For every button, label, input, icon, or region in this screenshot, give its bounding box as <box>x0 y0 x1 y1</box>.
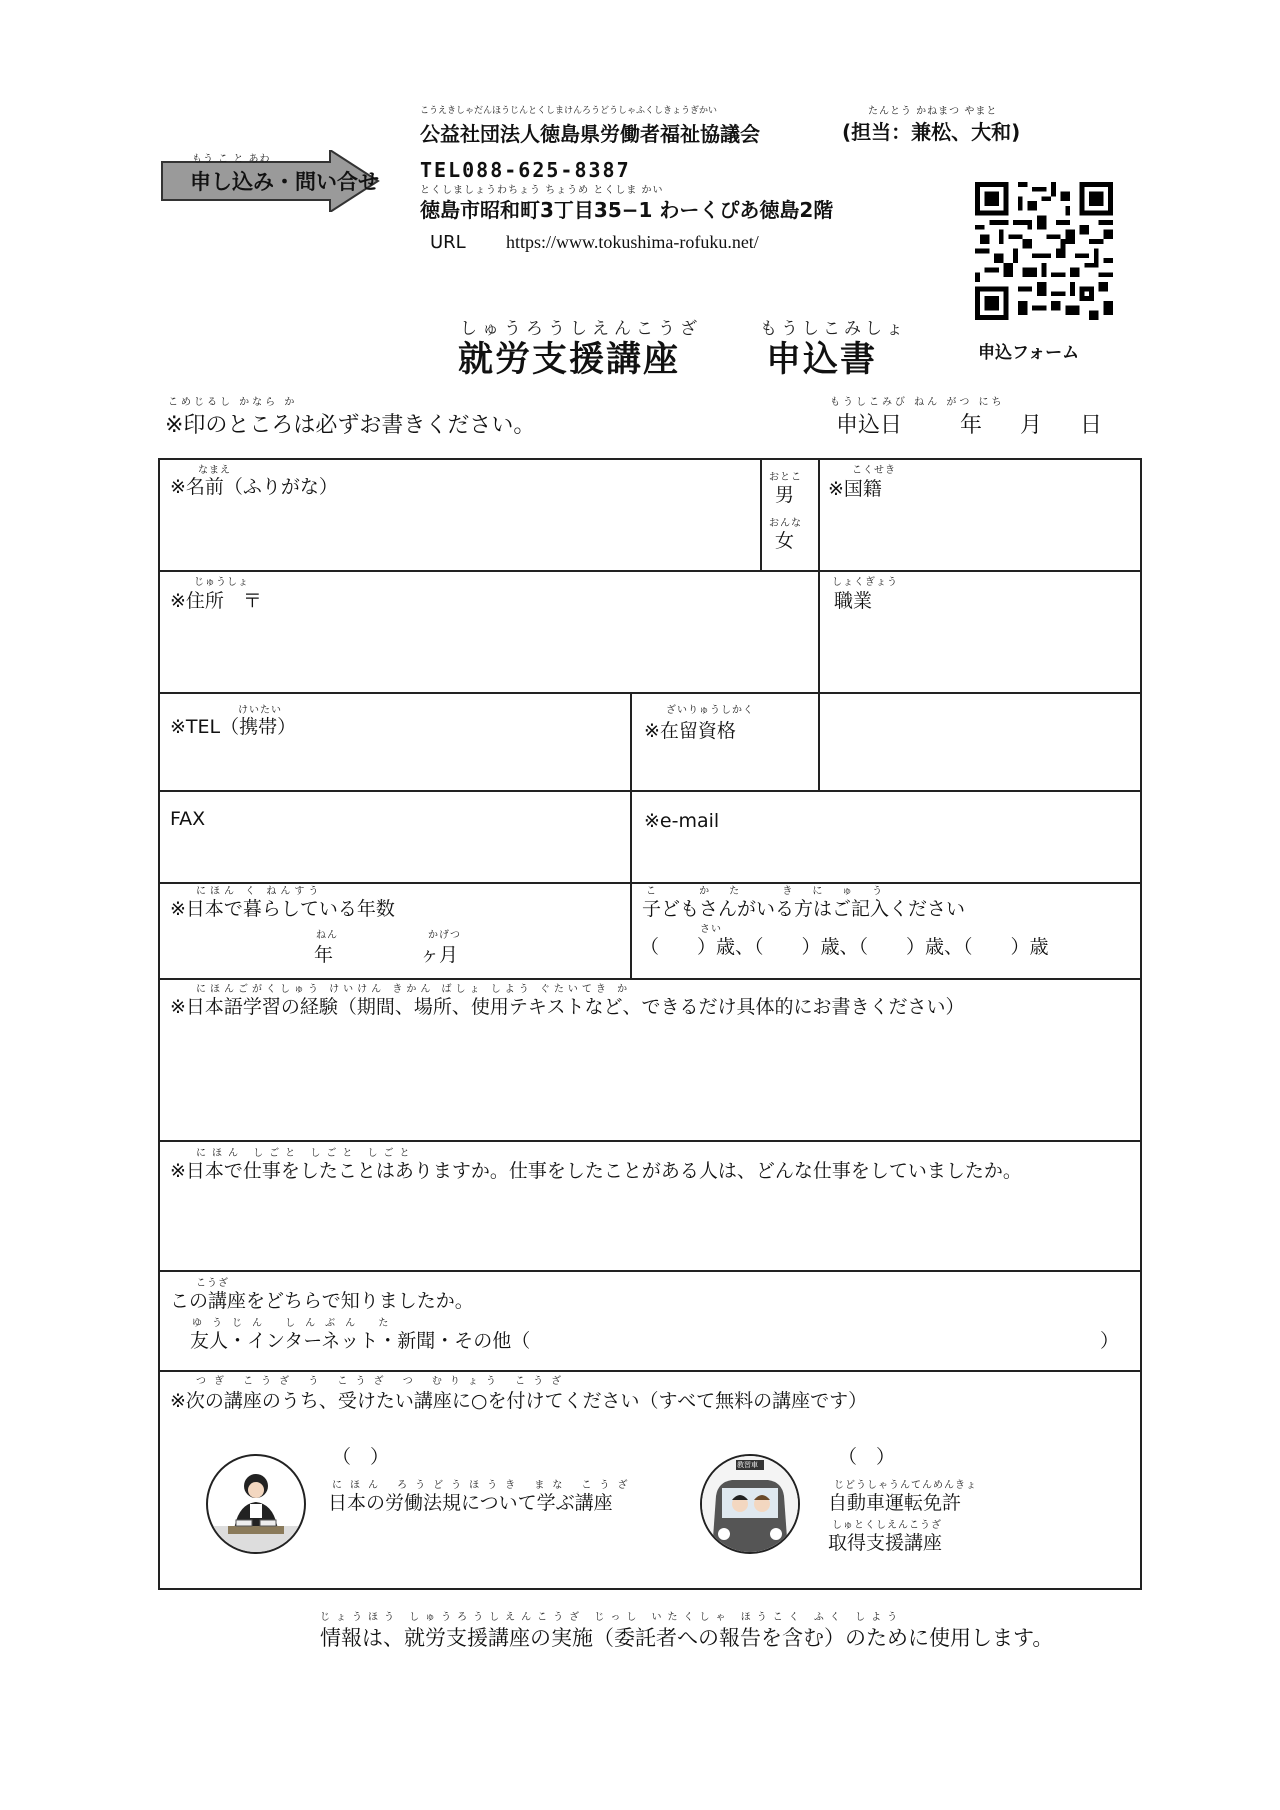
contact-person-ruby: たんとう かねまつ やまと <box>868 106 998 117</box>
apply-contact-ruby: もう こ と あわ <box>192 154 271 165</box>
divider <box>160 790 1140 792</box>
notice-ruby: こめじるし かなら か <box>168 397 298 408</box>
children-ages-field[interactable]: （ ）歳、（ ）歳、（ ）歳、（ ）歳 <box>640 936 1049 958</box>
car-sign: 教習車 <box>737 1461 758 1469</box>
gender-female-option[interactable]: 女 <box>775 530 795 552</box>
years-unit: 年 <box>314 944 334 966</box>
nationality-label: ※国籍 <box>828 478 882 500</box>
course2-ruby: じどうしゃうんてんめんきょ <box>834 1480 977 1491</box>
teacher-illustration-icon <box>206 1454 306 1554</box>
source-options-ruby: ゆうじん しんぶん た <box>192 1318 399 1329</box>
male-ruby: おとこ <box>769 472 802 483</box>
title-ruby-1: しゅうろうしえんこうざ <box>460 319 702 339</box>
work-ruby: にほん しごと しごと しごと <box>196 1148 416 1159</box>
source-close-paren: ） <box>1100 1330 1120 1352</box>
source-question-label: この講座をどちらで知りましたか。 <box>170 1290 474 1312</box>
course1-checkbox[interactable]: （ ） <box>332 1446 390 1468</box>
divider <box>160 1270 1140 1272</box>
tel-field[interactable] <box>170 740 620 782</box>
address-field-ruby: じゅうしょ <box>194 577 249 588</box>
application-date-label: 申込日 <box>836 413 903 438</box>
course-ruby: つぎ こうざ う こうざ つ むりょう こうざ <box>196 1376 570 1387</box>
application-year: 年 <box>960 413 983 438</box>
address-field[interactable] <box>170 614 800 684</box>
occupation-field[interactable] <box>828 614 1128 684</box>
divider <box>760 460 762 570</box>
footer-ruby: じょうほう しゅうろうしえんこうざ じっし いたくしゃ ほうこく ふく しよう <box>320 1612 904 1623</box>
title-ruby-2: もうしこみしょ <box>760 319 907 339</box>
female-ruby: おんな <box>769 518 802 529</box>
jp-study-field[interactable] <box>170 1022 1130 1132</box>
divider <box>160 570 1140 572</box>
org-name: 公益社団法人徳島県労働者福祉協議会 <box>420 122 760 146</box>
divider <box>160 1140 1140 1142</box>
name-ruby: なまえ <box>198 465 231 476</box>
required-notice: ※印のところは必ずお書きください。 <box>165 413 536 438</box>
page-title-2: 申込書 <box>766 340 878 380</box>
email-label: ※e-mail <box>644 810 720 832</box>
application-day: 日 <box>1080 413 1103 438</box>
divider <box>818 460 820 790</box>
occupation-ruby: しょくぎょう <box>832 577 898 588</box>
course1-label[interactable]: 日本の労働法規について学ぶ講座 <box>328 1492 613 1514</box>
months-unit-ruby: かげつ <box>428 930 461 941</box>
years-unit-ruby: ねん <box>316 930 338 941</box>
nationality-ruby: こくせき <box>852 465 896 476</box>
course-selection-label: ※次の講座のうち、受けたい講座に○を付けてください（すべて無料の講座です） <box>170 1390 868 1412</box>
residence-status-field[interactable] <box>644 744 1124 784</box>
email-field[interactable] <box>644 834 1124 874</box>
source-ruby: こうざ <box>196 1278 229 1289</box>
course2-label-line1[interactable]: 自動車運転免許 <box>828 1492 962 1514</box>
nationality-field[interactable] <box>828 500 1128 560</box>
children-ruby: こ かた きにゅう <box>646 886 903 897</box>
residence-status-label: ※在留資格 <box>644 720 736 742</box>
website-url[interactable]: https://www.tokushima-rofuku.net/ <box>506 232 759 252</box>
driving-car-illustration-icon <box>700 1454 800 1554</box>
address: 徳島市昭和町3丁目35−1 わーくぴあ徳島2階 <box>420 198 834 222</box>
occupation-label: 職業 <box>834 590 873 612</box>
qr-form-label: 申込フォーム <box>978 343 1080 363</box>
source-options[interactable]: 友人・インターネット・新聞・その他（ <box>190 1330 531 1352</box>
jp-study-ruby: にほんごがくしゅう けいけん きかん ばしょ しよう ぐたいてき か <box>196 984 632 995</box>
address-ruby: とくしましょうわちょう ちょうめ とくしま かい <box>420 185 664 196</box>
years-in-japan-label: ※日本で暮らしている年数 <box>170 898 395 920</box>
course2-checkbox[interactable]: （ ） <box>838 1446 896 1468</box>
children-age-ruby: さい <box>700 924 722 935</box>
fax-field[interactable] <box>170 834 620 874</box>
apply-contact-label: 申し込み・問い合せ <box>190 170 379 194</box>
name-field[interactable] <box>170 500 750 560</box>
children-label: 子どもさんがいる方はご記入ください <box>642 898 966 920</box>
residence-ruby: ざいりゅうしかく <box>666 705 754 716</box>
application-month: 月 <box>1020 413 1043 438</box>
work-experience-label: ※日本で仕事をしたことはありますか。仕事をしたことがある人は、どんな仕事をしていましたか。 <box>170 1160 1022 1182</box>
years-ruby: にほん く ねんすう <box>196 886 323 897</box>
work-experience-field[interactable] <box>170 1186 1130 1270</box>
contact-person: (担当：兼松、大和) <box>842 120 1021 144</box>
privacy-notice: 情報は、就労支援講座の実施（委託者への報告を含む）のために使用します。 <box>320 1626 1054 1650</box>
name-label: ※名前（ふりがな） <box>170 476 338 498</box>
divider <box>630 692 632 978</box>
divider <box>160 692 1140 694</box>
course1-ruby: にほん ろうどうほうき まな こうざ <box>332 1480 636 1491</box>
tel-ruby: けいたい <box>238 705 282 716</box>
fax-label: FAX <box>170 808 206 830</box>
course2-label-line2[interactable]: 取得支援講座 <box>828 1532 943 1554</box>
tel-number: TEL088-625-8387 <box>420 158 631 182</box>
page-title: 就労支援講座 <box>458 340 681 380</box>
gender-male-option[interactable]: 男 <box>775 484 795 506</box>
qr-code-icon[interactable] <box>975 182 1113 320</box>
months-unit: ヶ月 <box>420 944 459 966</box>
tel-label: ※TEL（携帯） <box>170 716 297 738</box>
address-label: ※住所 〒 <box>170 590 262 612</box>
org-ruby: こうえきしゃだんほうじんとくしまけんろうどうしゃふくしきょうぎかい <box>420 106 718 116</box>
jp-study-label: ※日本語学習の経験（期間、場所、使用テキストなど、できるだけ具体的にお書きください） <box>170 996 965 1018</box>
course2-ruby-2: しゅとくしえんこうざ <box>832 1520 942 1531</box>
application-date-ruby: もうしこみび ねん がつ にち <box>830 397 1005 408</box>
url-label: URL <box>430 232 466 253</box>
